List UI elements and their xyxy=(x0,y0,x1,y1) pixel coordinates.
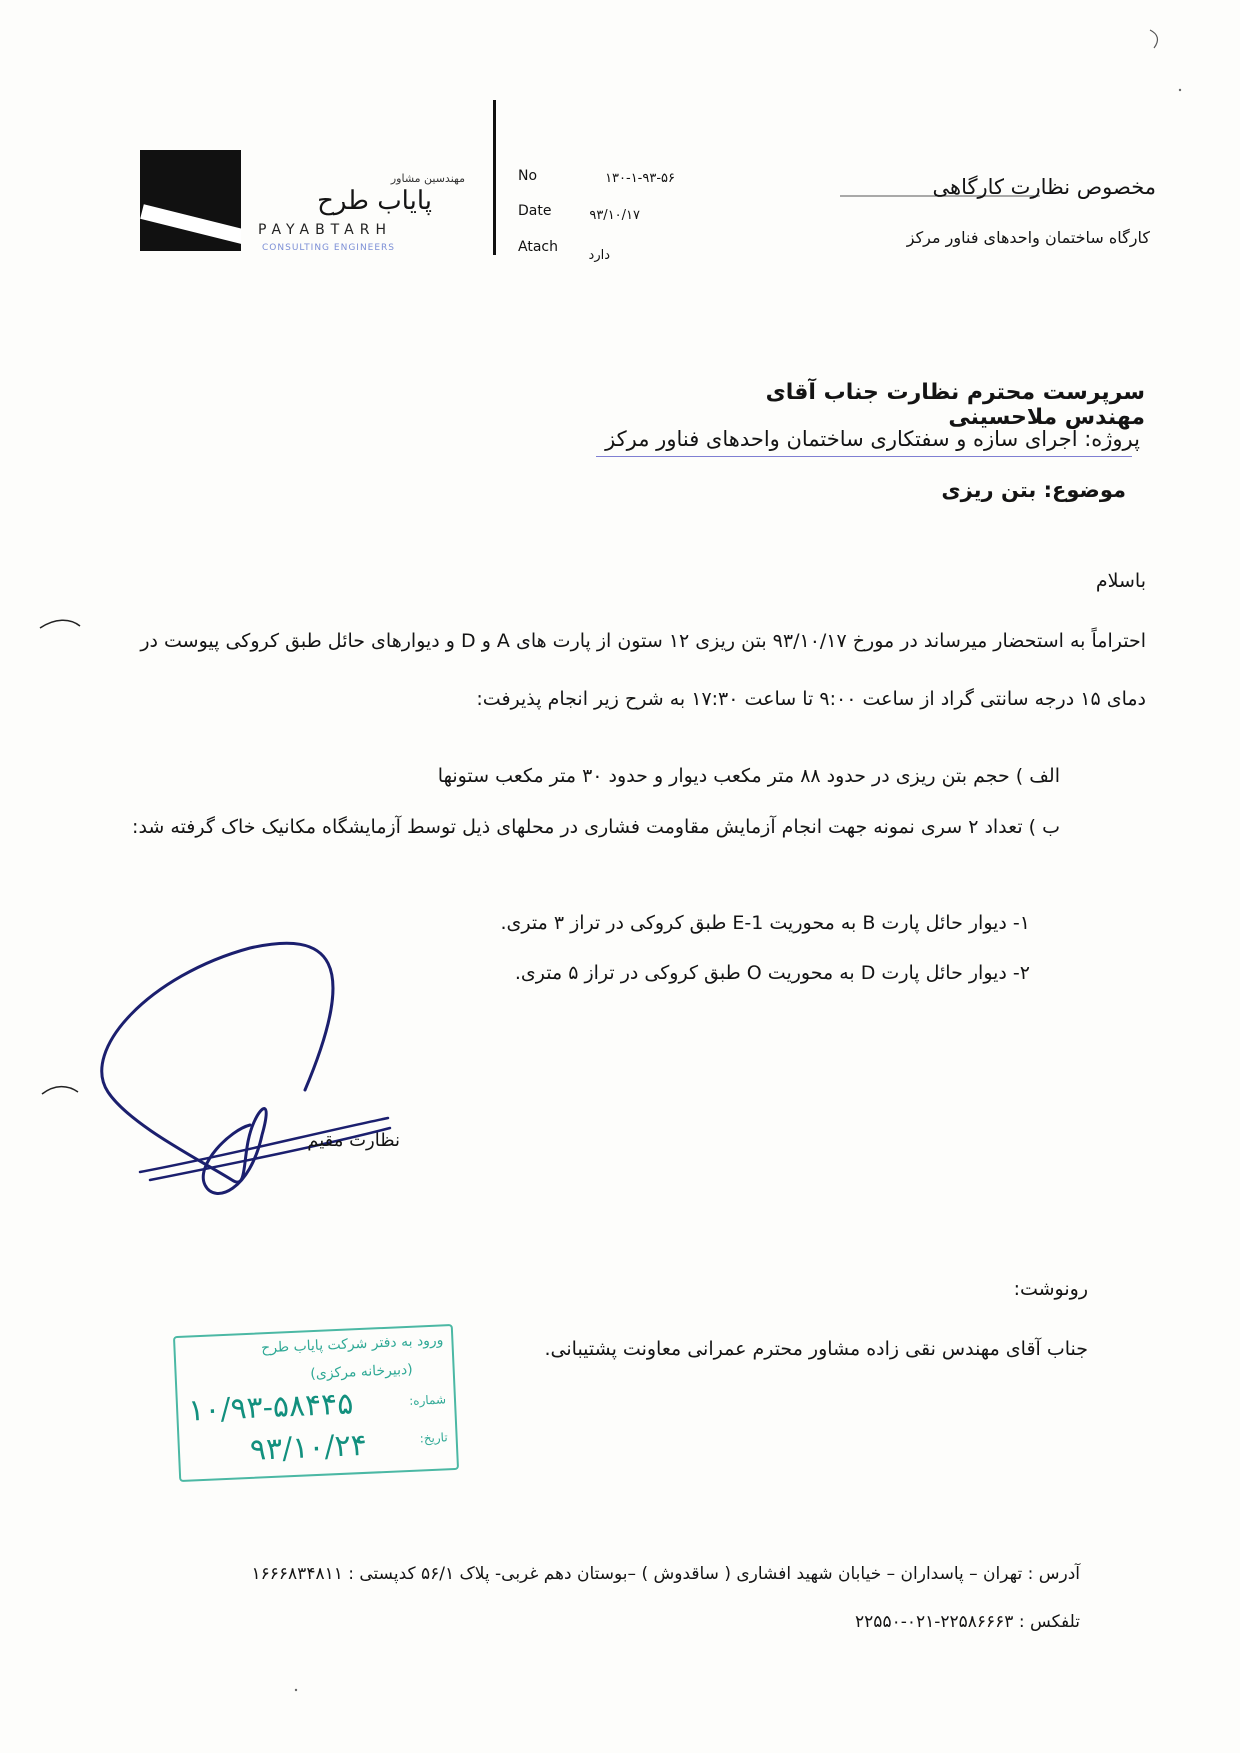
subject-line: موضوع: بتن ریزی xyxy=(941,478,1126,502)
salutation: باسلام xyxy=(1095,570,1146,592)
project-line: پروژه: اجرای سازه و سفتکاری ساختمان واحدهای فناور مرکز xyxy=(605,427,1140,451)
no-value: ۱۳۰-۱-۹۳-۵۶ xyxy=(605,171,675,186)
logo-stripe xyxy=(140,204,241,246)
item-a: الف ) حجم بتن ریزی در حدود ۸۸ متر مکعب دیوار و حدود ۳۰ متر مکعب ستونها xyxy=(437,765,1060,787)
company-logo xyxy=(140,150,241,251)
scan-mark xyxy=(1179,89,1181,91)
body-paragraph: احتراماً به استحضار میرساند در مورخ ۹۳/۱۰/۱۷ بتن ریزی ۱۲ ستون از پارت های A و D و دیوارهای حائل طبق کروکی پیوست در دمای ۱۵ درجه سانتی گراد از ساعت ۹:۰۰ تا ساعت ۱۷:۳۰ به شرح زیر انجام پذیرفت: xyxy=(140,630,1146,710)
margin-mark xyxy=(40,620,80,628)
logo-tagline: CONSULTING ENGINEERS xyxy=(262,243,396,253)
stamp-date-label: تاریخ: xyxy=(419,1430,448,1446)
stamp-line1: ورود به دفتر شرکت پایاب طرح xyxy=(260,1332,444,1357)
cc-text: جناب آقای مهندس نقی زاده مشاور محترم عمرانی معاونت پشتیبانی. xyxy=(544,1338,1088,1360)
attach-label: Atach xyxy=(518,239,558,255)
logo-name-en: PAYABTARH xyxy=(258,222,392,238)
header-subtitle: کارگاه ساختمان واحدهای فناور مرکز xyxy=(906,228,1150,247)
no-label: No xyxy=(518,168,538,184)
logo-subtitle: مهندسین مشاور xyxy=(390,172,465,185)
footer-address: آدرس : تهران – پاسداران – خیابان شهید افشاری ( ساقدوش ) –بوستان دهم غربی- پلاک ۵۶/۱ کدپستی : ۱۶۶۶۸۳۴۸۱۱ xyxy=(251,1564,1080,1584)
header-divider xyxy=(493,100,496,255)
stamp-number-label: شماره: xyxy=(408,1392,447,1408)
date-value: ۹۳/۱۰/۱۷ xyxy=(589,208,640,223)
footer-phone: تلفکس : ۲۲۵۸۶۶۶۳-۰۲۱-۲۲۵۵۰ xyxy=(855,1612,1080,1632)
margin-mark xyxy=(42,1087,78,1094)
project-underline xyxy=(596,456,1132,457)
stamp-line2: (دبیرخانه مرکزی) xyxy=(310,1361,413,1383)
stamp-date-value: ۹۳/۱۰/۲۴ xyxy=(249,1427,368,1468)
header-title: مخصوص نظارت کارگاهی xyxy=(932,175,1156,199)
stamp-number-value: ۱۰/۹۳-۵۸۴۴۵ xyxy=(187,1386,355,1429)
attach-value: دارد xyxy=(588,248,610,263)
registration-stamp xyxy=(173,1324,459,1482)
sample-location-1: ۱- دیوار حائل پارت B به محوریت E-1 طبق کروکی در تراز ۳ متری. xyxy=(500,912,1030,934)
item-b: ب ) تعداد ۲ سری نمونه جهت انجام آزمایش مقاومت فشاری در محلهای ذیل توسط آزمایشگاه مکانیک خاک گرفته شد: xyxy=(132,816,1060,838)
recipient-title: سرپرست محترم نظارت جناب آقای مهندس ملاحسینی xyxy=(765,380,1145,430)
scan-mark xyxy=(1150,30,1157,48)
sample-location-2: ۲- دیوار حائل پارت D به محوریت O طبق کروکی در تراز ۵ متری. xyxy=(514,962,1030,984)
date-label: Date xyxy=(518,203,552,219)
scan-mark xyxy=(295,1689,297,1691)
logo-name-fa: پایاب طرح xyxy=(317,186,432,216)
cc-label: رونوشت: xyxy=(1013,1278,1088,1300)
signature-label: نظارت مقیم xyxy=(307,1130,400,1151)
